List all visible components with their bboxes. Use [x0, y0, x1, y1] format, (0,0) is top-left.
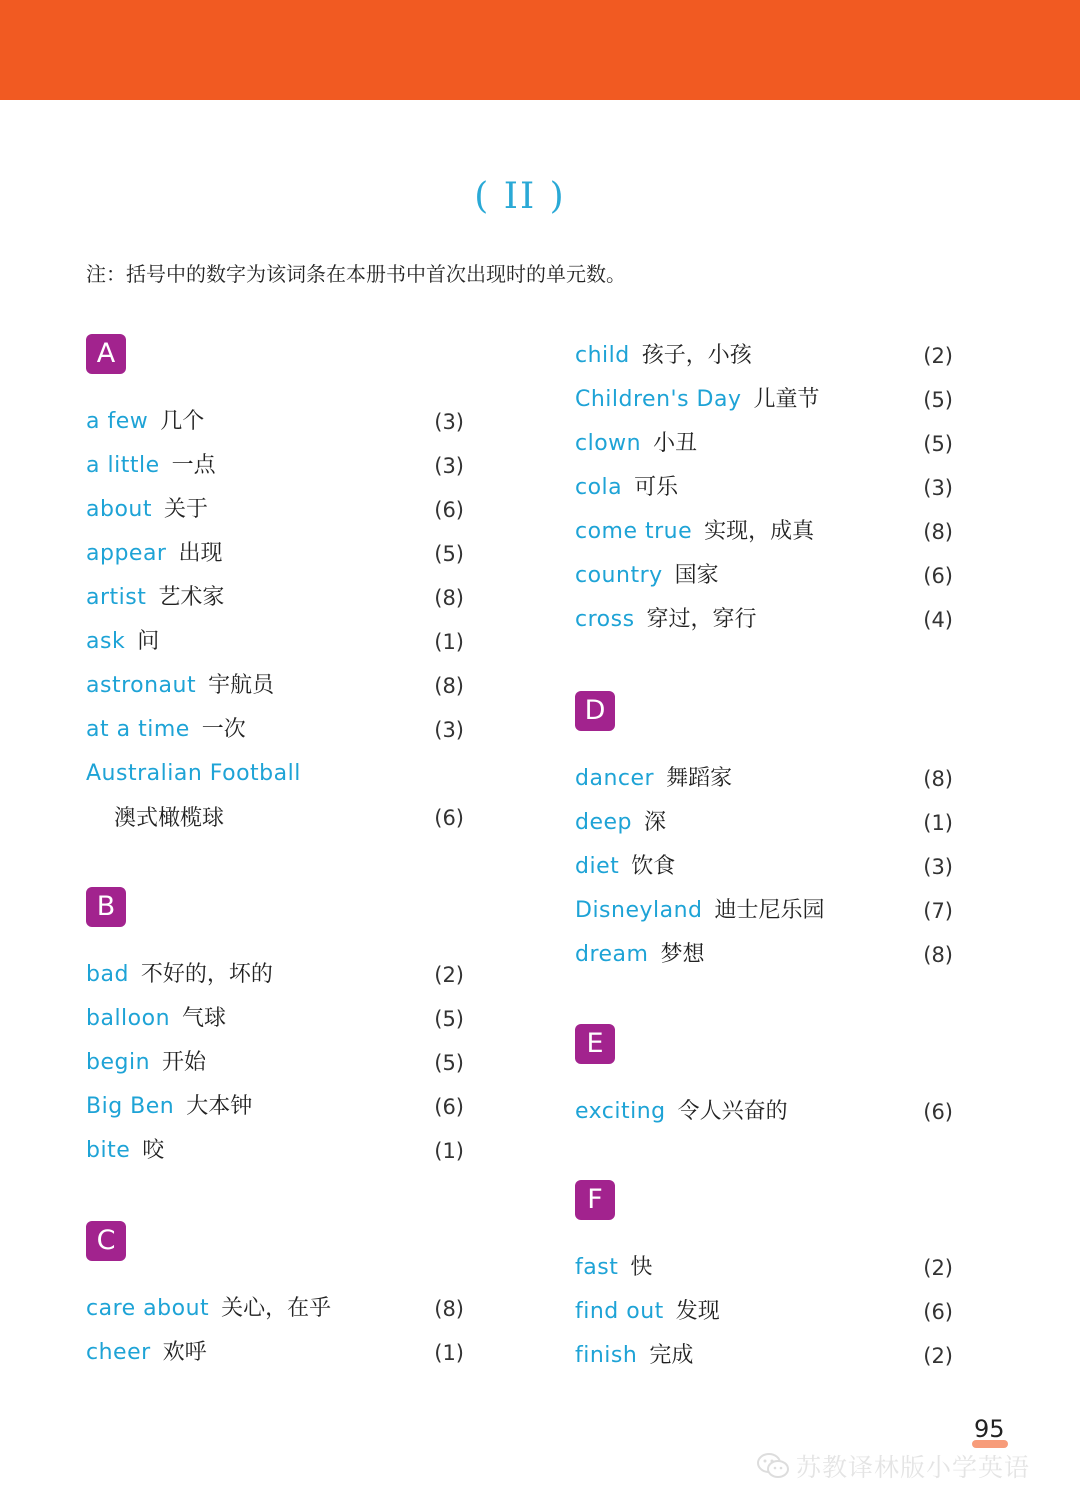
unit-number: (5): [923, 388, 953, 412]
unit-number: (3): [923, 855, 953, 879]
vocab-entry: [86, 532, 464, 576]
english-word: find out: [575, 1299, 664, 1324]
unit-number: (3): [434, 718, 464, 742]
vocab-entry: [575, 845, 953, 889]
unit-number: (5): [434, 1051, 464, 1075]
english-word: fast: [575, 1255, 619, 1280]
vocab-entry: [86, 1085, 464, 1129]
chinese-meaning: 关心，在乎: [221, 1296, 332, 1321]
chinese-meaning: 国家: [674, 563, 719, 588]
vocab-entry: [86, 1129, 464, 1173]
letter-group: [575, 691, 953, 977]
chinese-meaning: 几个: [160, 409, 205, 434]
chinese-meaning: 饮食: [631, 854, 676, 879]
vocab-entry: [86, 576, 464, 620]
vocab-entry: [86, 400, 464, 444]
english-word: cross: [575, 607, 635, 632]
unit-number: (3): [923, 476, 953, 500]
unit-number: (6): [923, 1100, 953, 1124]
unit-number: (2): [923, 344, 953, 368]
chinese-meaning: 大本钟: [186, 1094, 253, 1119]
note-text: 注：括号中的数字为该词条在本册书中首次出现时的单元数。: [86, 262, 626, 286]
english-word: bad: [86, 962, 129, 987]
chinese-meaning: 欢呼: [162, 1340, 207, 1365]
unit-number: (4): [923, 608, 953, 632]
letter-group: [575, 1024, 953, 1134]
chinese-meaning: 一次: [201, 717, 246, 742]
unit-number: (8): [923, 943, 953, 967]
english-word: dancer: [575, 766, 655, 791]
chinese-meaning: 一点: [171, 453, 216, 478]
vocab-entry: [575, 1334, 953, 1378]
chinese-meaning: 澳式橄榄球: [114, 806, 225, 831]
chinese-meaning: 梦想: [660, 942, 705, 967]
chinese-meaning: 出现: [178, 541, 223, 566]
wechat-icon: [756, 1452, 790, 1480]
chinese-meaning: 小丑: [653, 431, 698, 456]
vocab-entry: [575, 757, 953, 801]
unit-number: (6): [923, 564, 953, 588]
letter-badge: E: [575, 1024, 615, 1064]
chinese-meaning: 快: [630, 1255, 653, 1280]
vocab-entry: [86, 488, 464, 532]
chinese-meaning: 开始: [162, 1050, 207, 1075]
vocab-entry: [575, 334, 953, 378]
unit-number: (8): [923, 767, 953, 791]
unit-number: (8): [434, 1297, 464, 1321]
unit-number: (1): [434, 630, 464, 654]
english-word: Disneyland: [575, 898, 703, 923]
english-word: Big Ben: [86, 1094, 175, 1119]
unit-number: (8): [434, 674, 464, 698]
english-word: finish: [575, 1343, 638, 1368]
unit-number: (5): [923, 432, 953, 456]
chinese-meaning: 穿过，穿行: [646, 607, 757, 632]
letter-group: [575, 334, 953, 642]
unit-number: (5): [434, 1007, 464, 1031]
vocab-entry: [86, 708, 464, 752]
vocab-entry: [575, 422, 953, 466]
vocab-entry: [86, 997, 464, 1041]
english-word: care about: [86, 1296, 210, 1321]
unit-number: (2): [434, 963, 464, 987]
letter-badge: F: [575, 1180, 615, 1220]
letter-badge: D: [575, 691, 615, 731]
english-word: begin: [86, 1050, 151, 1075]
chinese-meaning: 不好的，坏的: [140, 962, 273, 987]
vocab-entry: [575, 933, 953, 977]
english-word: a little: [86, 453, 160, 478]
english-word: child: [575, 343, 630, 368]
chinese-meaning: 问: [137, 629, 160, 654]
english-word: ask: [86, 629, 126, 654]
vocab-entry: [575, 510, 953, 554]
chinese-meaning: 咬: [142, 1138, 165, 1163]
letter-group: [575, 1180, 953, 1378]
english-word: diet: [575, 854, 620, 879]
english-word: cheer: [86, 1340, 151, 1365]
section-title: ( II ): [474, 176, 566, 217]
chinese-meaning: 气球: [182, 1006, 227, 1031]
english-word: about: [86, 497, 152, 522]
chinese-meaning: 艺术家: [158, 585, 225, 610]
unit-number: (3): [434, 454, 464, 478]
english-word: clown: [575, 431, 642, 456]
english-word: country: [575, 563, 663, 588]
chinese-meaning: 发现: [675, 1299, 720, 1324]
unit-number: (2): [923, 1344, 953, 1368]
english-word: exciting: [575, 1099, 666, 1124]
vocab-entry: [86, 444, 464, 488]
letter-group: [86, 1221, 464, 1375]
vocab-entry: [86, 752, 464, 840]
chinese-meaning: 关于: [163, 497, 208, 522]
chinese-meaning: 令人兴奋的: [677, 1099, 788, 1124]
english-word: at a time: [86, 717, 190, 742]
vocab-entry: [575, 554, 953, 598]
english-word: bite: [86, 1138, 131, 1163]
chinese-meaning: 深: [644, 810, 667, 835]
vocab-entry: [86, 664, 464, 708]
vocab-entry: [86, 1041, 464, 1085]
watermark-text: 苏教译林版小学英语: [796, 1453, 1031, 1482]
vocab-entry: [575, 598, 953, 642]
unit-number: (1): [434, 1341, 464, 1365]
unit-number: (6): [434, 806, 464, 830]
unit-number: (6): [923, 1300, 953, 1324]
vocab-entry: [575, 801, 953, 845]
vocab-entry: [86, 620, 464, 664]
english-word: Australian Football: [86, 761, 301, 786]
unit-number: (5): [434, 542, 464, 566]
unit-number: (1): [434, 1139, 464, 1163]
letter-badge: A: [86, 334, 126, 374]
english-word: balloon: [86, 1006, 171, 1031]
english-word: cola: [575, 475, 623, 500]
english-word: astronaut: [86, 673, 197, 698]
vocab-entry: [575, 1090, 953, 1134]
unit-number: (3): [434, 410, 464, 434]
english-word: dream: [575, 942, 649, 967]
english-word: appear: [86, 541, 167, 566]
english-word: come true: [575, 519, 693, 544]
banner-torn-edge: [0, 84, 1080, 106]
watermark: [756, 1448, 1030, 1484]
chinese-meaning: 实现，成真: [704, 519, 815, 544]
vocab-entry: [575, 1290, 953, 1334]
unit-number: (1): [923, 811, 953, 835]
chinese-meaning: 宇航员: [208, 673, 275, 698]
letter-badge: C: [86, 1221, 126, 1261]
vocab-entry: [86, 1287, 464, 1331]
vocab-entry: [575, 466, 953, 510]
letter-badge: B: [86, 887, 126, 927]
english-word: Children's Day: [575, 387, 742, 412]
vocab-entry: [86, 953, 464, 997]
english-word: artist: [86, 585, 147, 610]
vocab-entry: [575, 889, 953, 933]
chinese-meaning: 舞蹈家: [666, 766, 733, 791]
chinese-meaning: 儿童节: [753, 387, 820, 412]
vocab-entry: [575, 378, 953, 422]
unit-number: (2): [923, 1256, 953, 1280]
unit-number: (6): [434, 1095, 464, 1119]
chinese-meaning: 迪士尼乐园: [714, 898, 825, 923]
vocab-entry: [86, 1331, 464, 1375]
vocab-entry: [575, 1246, 953, 1290]
unit-number: (7): [923, 899, 953, 923]
english-word: deep: [575, 810, 632, 835]
unit-number: (8): [434, 586, 464, 610]
letter-group: [86, 887, 464, 1173]
letter-group: [86, 334, 464, 840]
chinese-meaning: 完成: [649, 1343, 694, 1368]
chinese-meaning: 孩子，小孩: [641, 343, 752, 368]
chinese-meaning: 可乐: [634, 475, 679, 500]
unit-number: (8): [923, 520, 953, 544]
unit-number: (6): [434, 498, 464, 522]
english-word: a few: [86, 409, 149, 434]
page-number: 95: [974, 1415, 1005, 1443]
